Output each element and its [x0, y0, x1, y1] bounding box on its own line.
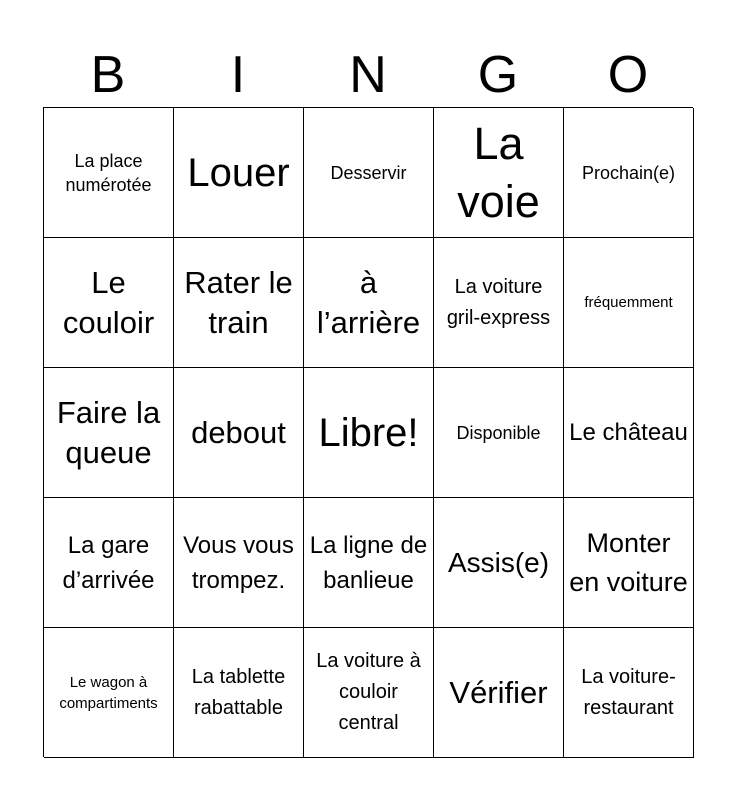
bingo-cell[interactable]: Prochain(e)	[564, 108, 694, 238]
header-letter-i: I	[230, 46, 246, 104]
bingo-board	[43, 107, 693, 757]
bingo-cell[interactable]: La place numérotée	[44, 108, 174, 238]
bingo-cell[interactable]: La voie	[434, 108, 564, 238]
bingo-cell[interactable]: Louer	[174, 108, 304, 238]
bingo-cell[interactable]: Desservir	[304, 108, 434, 238]
bingo-cell[interactable]: La voiture gril-express	[434, 238, 564, 368]
bingo-cell[interactable]: Vérifier	[434, 628, 564, 758]
bingo-cell[interactable]: Le wagon à compartiments	[44, 628, 174, 758]
bingo-cell[interactable]: La voiture-restaurant	[564, 628, 694, 758]
header-letter-o: O	[607, 46, 649, 104]
bingo-cell[interactable]: debout	[174, 368, 304, 498]
bingo-cell[interactable]: Vous vous trompez.	[174, 498, 304, 628]
header-letter-n: N	[349, 46, 387, 104]
bingo-cell[interactable]: La tablette rabattable	[174, 628, 304, 758]
bingo-cell[interactable]: Le château	[564, 368, 694, 498]
bingo-cell[interactable]: à l’arrière	[304, 238, 434, 368]
bingo-cell[interactable]: Disponible	[434, 368, 564, 498]
header-letter-b: B	[90, 46, 126, 104]
bingo-cell[interactable]: La ligne de banlieue	[304, 498, 434, 628]
bingo-cell[interactable]: Rater le train	[174, 238, 304, 368]
bingo-cell[interactable]: fréquemment	[564, 238, 694, 368]
bingo-cell[interactable]: La gare d’arrivée	[44, 498, 174, 628]
bingo-cell[interactable]: Faire la queue	[44, 368, 174, 498]
bingo-cell[interactable]: La voiture à couloir central	[304, 628, 434, 758]
bingo-cell[interactable]: Monter en voiture	[564, 498, 694, 628]
bingo-cell[interactable]: Assis(e)	[434, 498, 564, 628]
header-letter-g: G	[477, 46, 519, 104]
bingo-header	[43, 44, 693, 106]
bingo-cell[interactable]: Le couloir	[44, 238, 174, 368]
bingo-cell[interactable]: Libre!	[304, 368, 434, 498]
